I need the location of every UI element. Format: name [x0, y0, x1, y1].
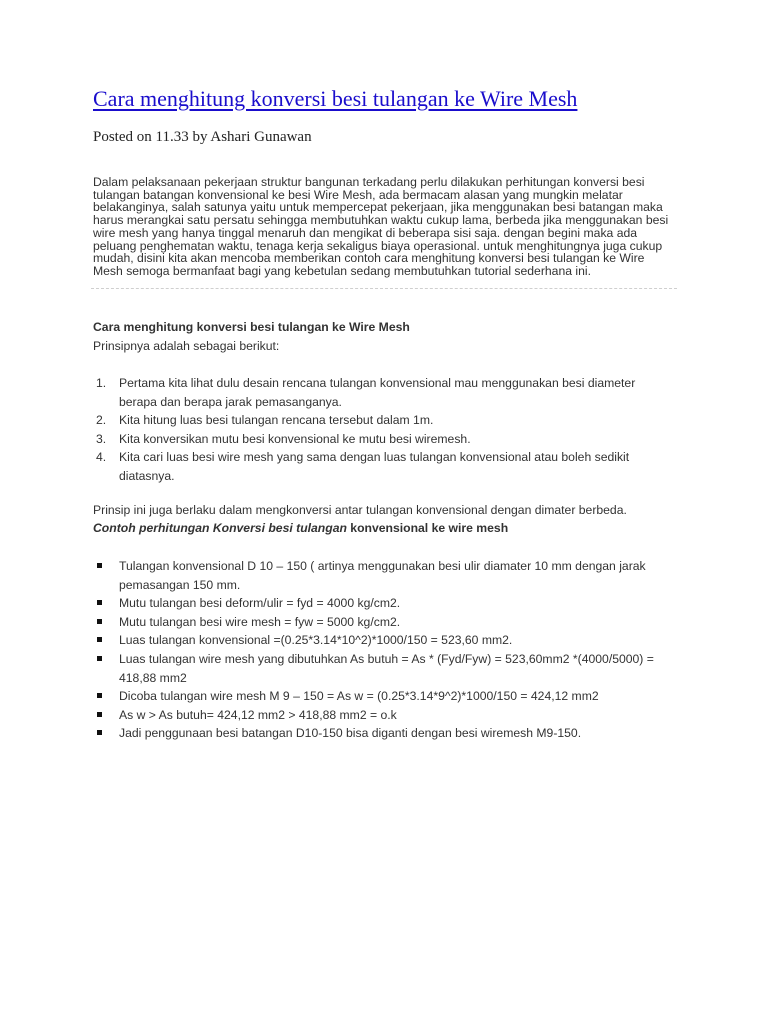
example-heading-rest: konvensional ke wire mesh	[346, 521, 509, 535]
intro-line: wire mesh yang hanya tinggal menaruh dan mengikat di beberapa sisi saja. dengan begini maka ada	[93, 225, 638, 240]
list-item	[93, 687, 673, 706]
intro-paragraph	[93, 176, 683, 278]
bullet-square-icon	[97, 619, 102, 624]
intro-line: tulangan batangan konvensional ke besi Wire Mesh, ada bermacam alasan yang mungkin melatar	[93, 187, 623, 202]
list-item	[93, 650, 673, 687]
bullet-text: Mutu tulangan besi wire mesh = fyw = 5000 kg/cm2.	[119, 614, 401, 629]
list-item	[93, 631, 673, 650]
step-number: 4.	[96, 450, 107, 465]
list-item	[93, 613, 673, 632]
section-heading: Cara menghitung konversi besi tulangan ke Wire Mesh	[93, 320, 410, 334]
list-item	[93, 411, 673, 430]
step-text: Kita hitung luas besi tulangan rencana tersebut dalam 1m.	[119, 413, 434, 428]
bullet-text: As w > As butuh= 424,12 mm2 > 418,88 mm2 = o.k	[119, 707, 397, 722]
bullet-text: Dicoba tulangan wire mesh M 9 – 150 = As w = (0.25*3.14*9^2)*1000/150 = 424,12 mm2	[119, 689, 599, 704]
intro-line: harus merangkai satu persatu sehingga membutuhkan waktu cukup lama, berbeda jika menggunakan besi	[93, 213, 669, 228]
bullet-square-icon	[97, 730, 102, 735]
principle-intro: Prinsipnya adalah sebagai berikut:	[93, 339, 280, 353]
bullet-text: pemasangan 150 mm.	[119, 577, 241, 592]
list-item	[93, 374, 673, 411]
list-item	[93, 430, 673, 449]
bullet-text: Luas tulangan wire mesh yang dibutuhkan As butuh = As * (Fyd/Fyw) = 523,60mm2 *(4000/5000) =	[119, 651, 654, 666]
calculation-list	[93, 557, 673, 743]
list-item	[93, 448, 673, 485]
steps-list	[93, 374, 673, 486]
bullet-square-icon	[97, 637, 102, 642]
principle-note: Prinsip ini juga berlaku dalam mengkonversi antar tulangan konvensional dengan dimater berbeda.	[93, 503, 627, 517]
bullet-text: 418,88 mm2	[119, 670, 187, 685]
intro-line: Dalam pelaksanaan pekerjaan struktur bangunan terkadang perlu dilakukan perhitungan konversi besi	[93, 175, 645, 189]
list-item	[93, 594, 673, 613]
step-text: Pertama kita lihat dulu desain rencana tulangan konvensional mau menggunakan besi diameter	[119, 376, 636, 390]
step-text: diatasnya.	[119, 468, 175, 483]
bullet-text: Mutu tulangan besi deform/ulir = fyd = 4000 kg/cm2.	[119, 596, 401, 611]
example-heading-italic: Contoh perhitungan Konversi besi tulangan	[93, 521, 347, 535]
post-meta: Posted on 11.33 by Ashari Gunawan	[93, 129, 312, 145]
step-text: Kita konversikan mutu besi konvensional ke mutu besi wiremesh.	[119, 431, 471, 446]
bullet-square-icon	[97, 712, 102, 717]
intro-line: mudah, disini kita akan mencoba memberikan contoh cara menghitung konversi besi tulangan ke Wire	[93, 251, 645, 266]
post-title-link[interactable]: Cara menghitung konversi besi tulangan ke Wire Mesh	[93, 86, 578, 111]
bullet-square-icon	[97, 600, 102, 605]
list-item	[93, 557, 673, 594]
step-text: Kita cari luas besi wire mesh yang sama dengan luas tulangan konvensional atau boleh sedikit	[119, 450, 630, 465]
step-text: berapa dan berapa jarak pemasanganya.	[119, 394, 342, 409]
bullet-square-icon	[97, 563, 102, 568]
step-number: 2.	[96, 413, 107, 428]
step-number: 1.	[96, 376, 107, 390]
bullet-text: Luas tulangan konvensional =(0.25*3.14*10^2)*1000/150 = 523,60 mm2.	[119, 633, 513, 648]
bullet-square-icon	[97, 693, 102, 698]
bullet-text: Jadi penggunaan besi batangan D10-150 bisa diganti dengan besi wiremesh M9-150.	[119, 726, 582, 741]
list-item	[93, 706, 673, 725]
intro-line: Mesh semoga bermanfaat bagi yang kebetulan sedang membutuhkan tutorial sederhana ini.	[93, 263, 591, 278]
step-number: 3.	[96, 431, 107, 446]
example-heading	[93, 521, 508, 535]
intro-line: belakanginya, salah satunya yaitu untuk mempercepat pekerjaan, jika menggunakan besi batangan maka	[93, 200, 663, 215]
intro-line: peluang penghematan waktu, tenaga kerja sekaligus biaya operasional. untuk menghitungnya juga cukup	[93, 238, 663, 253]
bullet-square-icon	[97, 656, 102, 661]
bullet-text: Tulangan konvensional D 10 – 150 ( artinya menggunakan besi ulir diamater 10 mm dengan jarak	[119, 559, 646, 573]
dashed-divider	[91, 288, 677, 289]
list-item	[93, 724, 673, 743]
